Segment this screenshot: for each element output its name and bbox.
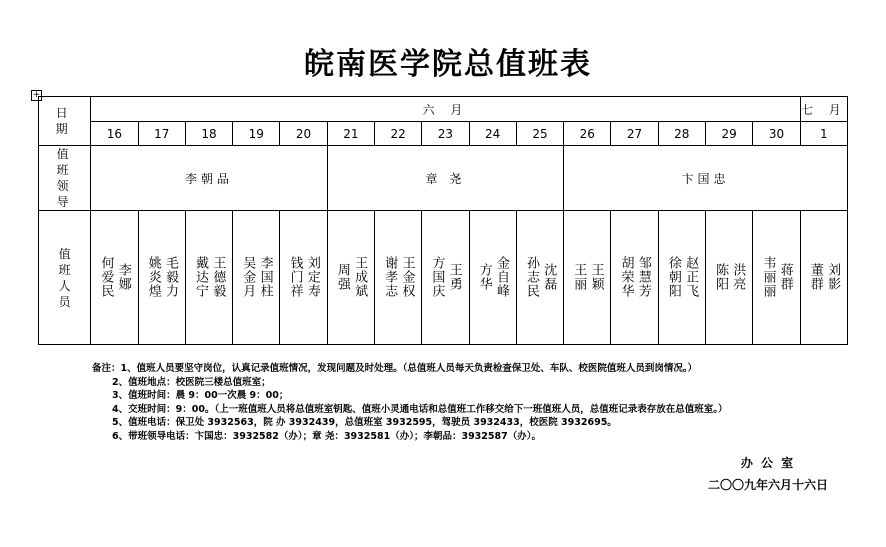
staff-cell	[705, 211, 752, 345]
staff-cell	[280, 211, 327, 345]
note-line: 备注：1、值班人员要坚守岗位，认真记录值班情况，发现问题及时处理。（总值班人员每天负责检查保卫处、车队、校医院值班人员到岗情况。）	[92, 363, 698, 374]
row-label-staff-line1: 值	[58, 246, 71, 261]
table-row-dates	[39, 122, 848, 146]
staff-cell	[91, 211, 138, 345]
staff-name: 董群	[807, 263, 823, 291]
staff-name: 方华	[476, 263, 492, 291]
date-cell: 21	[327, 122, 374, 146]
date-cell: 23	[422, 122, 469, 146]
row-label-leader-line4: 导	[56, 195, 73, 209]
row-label-date	[39, 97, 91, 146]
staff-cell	[564, 211, 611, 345]
staff-name: 胡荣华	[618, 256, 634, 298]
staff-name: 谢孝志	[382, 256, 398, 298]
month-cell-june: 六 月	[91, 97, 800, 122]
staff-cell	[611, 211, 658, 345]
staff-cell	[138, 211, 185, 345]
staff-name: 王成斌	[352, 256, 368, 298]
staff-name: 金自峰	[494, 256, 510, 298]
staff-name: 沈磊	[541, 263, 557, 291]
date-cell: 28	[658, 122, 705, 146]
signature-office: 办 公 室	[740, 456, 796, 470]
date-cell: 17	[138, 122, 185, 146]
row-label-leader-line1: 值	[56, 147, 73, 161]
date-cell: 25	[516, 122, 563, 146]
notes-block	[92, 362, 792, 443]
row-label-staff	[39, 211, 91, 345]
date-cell: 27	[611, 122, 658, 146]
staff-cell	[516, 211, 563, 345]
row-label-leader-line2: 班	[56, 163, 73, 177]
date-cell: 19	[233, 122, 280, 146]
note-line: 4、交班时间：9：00。（上一班值班人员将总值班室钥匙、值班小灵通电话和总值班工作移交给下一班值班人员，总值班记录表存放在总值班室。）	[112, 403, 728, 415]
staff-name: 王金权	[399, 256, 415, 298]
staff-name: 李娜	[115, 263, 131, 291]
note-line: 2、值班地点：校医院三楼总值班室；	[112, 376, 271, 388]
table-row-leaders	[39, 146, 848, 211]
date-cell: 22	[374, 122, 421, 146]
table-row-month	[39, 97, 848, 122]
staff-name: 洪亮	[730, 263, 746, 291]
date-cell: 18	[185, 122, 232, 146]
staff-name: 韦丽丽	[760, 256, 776, 298]
staff-name: 王颖	[588, 263, 604, 291]
row-label-leader	[39, 146, 91, 211]
note-line: 5、值班电话：保卫处 3932563，院 办 3932439，总值班室 3932595，驾驶员 3932433，校医院 3932695。	[112, 417, 617, 428]
month-cell-july: 七 月	[800, 97, 847, 122]
staff-name: 何爱民	[98, 256, 114, 298]
staff-cell	[233, 211, 280, 345]
schedule-table-wrapper	[38, 96, 848, 345]
row-label-staff-line4: 员	[58, 294, 71, 309]
date-cell: 20	[280, 122, 327, 146]
staff-name: 陈阳	[713, 263, 729, 291]
staff-name: 吴金月	[240, 256, 256, 298]
duty-schedule-table	[38, 96, 848, 345]
signature-block	[708, 452, 828, 496]
date-cell: 16	[91, 122, 138, 146]
staff-cell	[422, 211, 469, 345]
row-label-date-line2: 期	[55, 122, 74, 136]
staff-name: 方国庆	[429, 256, 445, 298]
staff-name: 李国柱	[257, 256, 273, 298]
date-cell: 29	[705, 122, 752, 146]
staff-cell	[800, 211, 847, 345]
staff-name: 徐朝阳	[665, 256, 681, 298]
staff-cell	[469, 211, 516, 345]
staff-name: 毛毅力	[163, 256, 179, 298]
staff-cell	[374, 211, 421, 345]
table-expand-handle-icon[interactable]: +	[32, 90, 41, 100]
staff-cell	[327, 211, 374, 345]
signature-date: 二〇〇九年六月十六日	[707, 478, 828, 492]
leader-cell: 章 尧	[327, 146, 563, 211]
staff-cell	[753, 211, 800, 345]
staff-name: 刘定寿	[304, 256, 320, 298]
date-cell: 26	[564, 122, 611, 146]
date-cell: 1	[800, 122, 847, 146]
page-title: 皖南医学院总值班表	[304, 47, 592, 82]
staff-name: 钱门祥	[287, 256, 303, 298]
date-cell: 24	[469, 122, 516, 146]
row-label-date-line1: 日	[55, 106, 74, 120]
staff-name: 王勇	[446, 263, 462, 291]
staff-name: 王德毅	[210, 256, 226, 298]
leader-cell: 卞国忠	[564, 146, 848, 211]
leader-cell: 李朝品	[91, 146, 327, 211]
staff-cell	[185, 211, 232, 345]
date-cell: 30	[753, 122, 800, 146]
row-label-staff-line3: 人	[58, 278, 71, 293]
staff-name: 戴达宁	[193, 256, 208, 298]
row-label-staff-line2: 班	[58, 262, 71, 277]
note-line: 3、值班时间：晨 9：00一次晨 9：00；	[112, 390, 289, 401]
staff-name: 孙志民	[523, 256, 539, 298]
staff-name: 周强	[334, 263, 350, 291]
row-label-leader-line3: 领	[56, 179, 73, 193]
staff-name: 王丽	[571, 263, 587, 291]
table-row-staff	[39, 211, 848, 345]
staff-name: 姚炎煌	[145, 256, 161, 298]
staff-name: 蒋群	[777, 263, 793, 291]
staff-cell	[658, 211, 705, 345]
staff-name: 刘影	[825, 263, 841, 291]
note-line: 6、带班领导电话：卞国忠：3932582（办）；章 尧：3932581（办）；李朝品：3932587（办）。	[112, 430, 541, 442]
staff-name: 邹慧芳	[635, 256, 651, 298]
staff-name: 赵正飞	[683, 256, 699, 298]
